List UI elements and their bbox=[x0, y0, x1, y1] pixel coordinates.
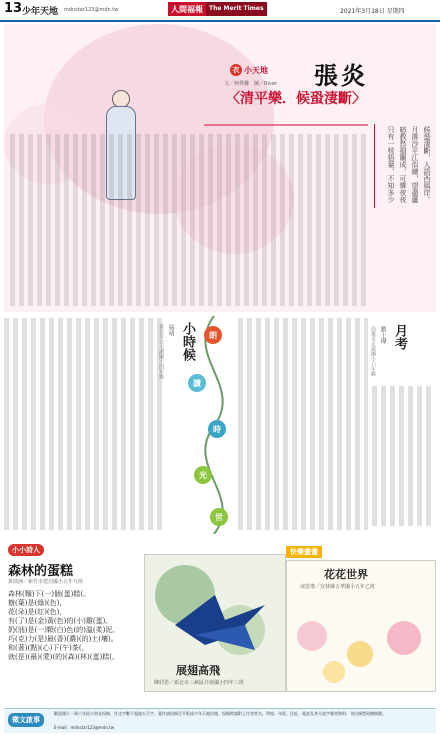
footer-text: 歡迎國小一到六年級小朋友投稿，作文字數不超過五百字，畫作請投稿至平板或少年天地信箱，投稿時請附上作者姓名、學校、年級、住址、電話及身分證字號等資料，刊出後將致贈稿費。 bbox=[54, 711, 386, 716]
poem-line: 樹(葉)是(綠)(色)， bbox=[8, 599, 67, 607]
poem-line: 有(了)是(金)黃(色)的(小)雞(蛋)。 bbox=[8, 617, 113, 625]
poem-line: 花(朵)是(紅)(色)， bbox=[8, 608, 67, 616]
logo-cn: 人間福報 bbox=[168, 2, 206, 16]
moon-body-2 bbox=[372, 386, 434, 526]
logo-en: The Merit Times bbox=[206, 2, 267, 16]
moon-body bbox=[238, 318, 368, 530]
moon-byline: 劉士瑋 bbox=[379, 326, 386, 344]
childhood-title: 小時候 bbox=[180, 322, 195, 361]
poem-line-3: 暗教愁損蘭成，可憐夜夜 bbox=[399, 126, 407, 203]
section-name: 少年天地 bbox=[22, 7, 59, 17]
bottom-section bbox=[4, 538, 436, 708]
art-tag: 快樂畫畫 bbox=[286, 546, 322, 558]
moon-school: 高雄市正義國小六年級 bbox=[370, 326, 376, 376]
vine-leaf-3: 時 bbox=[208, 420, 226, 438]
vine-leaf-2: 讀 bbox=[188, 374, 206, 392]
poet-name: 張炎 bbox=[314, 61, 368, 90]
divider bbox=[204, 124, 368, 126]
flower-painting-title: 花花世界 bbox=[324, 568, 368, 581]
poem-line: 森林(麵)下(一)個(蛋)糕(。 bbox=[8, 590, 91, 598]
author-credit: 文／柯秀馨 圖／River bbox=[224, 81, 277, 87]
forest-poem-author: 黃歆涵／新竹市建功國小五年九班 bbox=[8, 579, 84, 585]
poem-line: 和(著)(點)(心)下(午)茶(， bbox=[8, 644, 89, 652]
article-body bbox=[10, 134, 370, 306]
feature-article bbox=[4, 24, 436, 312]
footer-email: E-mail：mdnstar123@mdn.tw bbox=[54, 725, 114, 730]
flower-painting-byline: 凌思瑤／宜林縣五華國小五年乙班 bbox=[300, 584, 376, 590]
childhood-byline: 翁靖 bbox=[167, 324, 174, 336]
vine-leaf-5: 世 bbox=[210, 508, 228, 526]
header-email: mdnstar123@mdn.tw bbox=[64, 7, 119, 13]
footer-label: 徵文啟事 bbox=[8, 713, 44, 727]
poem-line: 就(是)(最)(愛)(的)(森)(林)(蛋)糕(。 bbox=[8, 653, 119, 661]
middle-section bbox=[4, 316, 436, 534]
column-name: 小天地 bbox=[244, 66, 268, 75]
poem-line: 巧(克)力(是)最(香)(濃)(的)土(壤)。 bbox=[8, 635, 118, 643]
footer-notice bbox=[4, 708, 436, 733]
bird-painting-byline: 陳妤恩／新北市三峽區介壽國小四年三班 bbox=[154, 680, 245, 686]
page-header bbox=[0, 0, 440, 22]
forest-poem-title: 森林的蛋糕 bbox=[8, 564, 74, 579]
moon-title: 月考 bbox=[392, 324, 407, 350]
poem-line-2: 月落沙平江似練，望盡蘆 bbox=[411, 126, 419, 203]
poem-block bbox=[374, 124, 433, 208]
poem-line-4: 只有一枝梧葉，不知多少 bbox=[387, 126, 395, 203]
childhood-school: 臺北市立大湖國小四年級 bbox=[158, 324, 164, 379]
page-number: 13 bbox=[4, 1, 23, 16]
childhood-body bbox=[4, 318, 164, 530]
poem-line-1: 候蛩淒斷，人語西風岸。 bbox=[423, 126, 431, 203]
bird-painting-title: 展翅高飛 bbox=[176, 664, 220, 677]
forest-poem-body bbox=[8, 590, 138, 662]
issue-date: 2021年3月18日 星期四 bbox=[340, 8, 405, 15]
column-badge: 衣 bbox=[230, 64, 242, 76]
poet-tag: 小小詩人 bbox=[8, 544, 44, 556]
vine-leaf-4: 光 bbox=[194, 466, 212, 484]
poem-line: 奶(油)是(一)顆(白)色(的)溫(柔)泥。 bbox=[8, 626, 120, 634]
vine-leaf-1: 朗 bbox=[204, 326, 222, 344]
newspaper-logo bbox=[168, 2, 268, 16]
poem-title: 〈清平樂．候蛩淒斷〉 bbox=[226, 91, 366, 107]
